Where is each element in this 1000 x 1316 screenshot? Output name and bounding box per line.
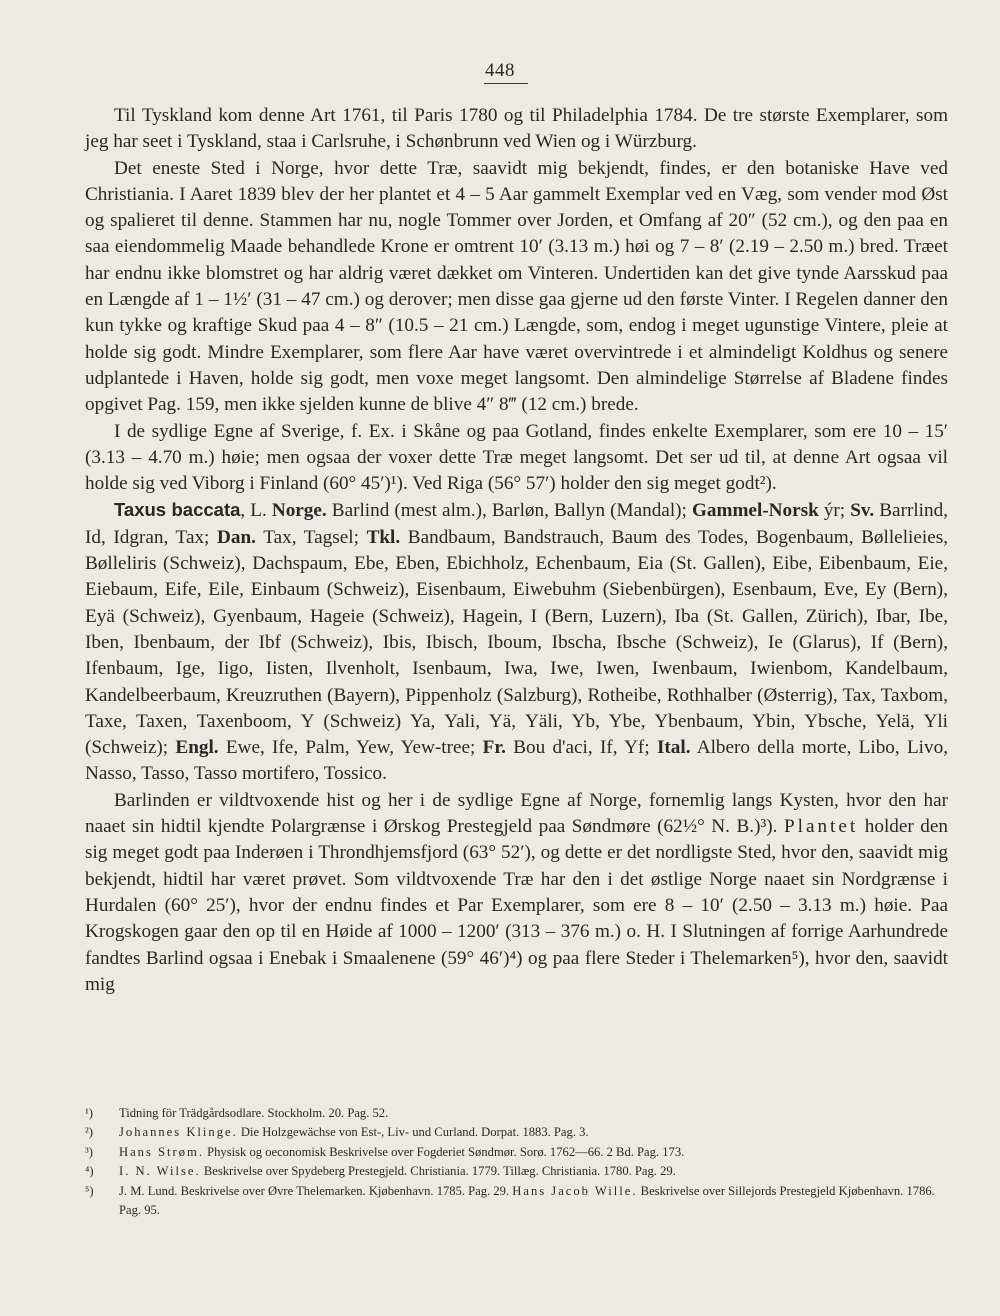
label-ital: Ital. [656, 737, 691, 759]
plantet-spaced: Plantet [783, 816, 859, 838]
footnote-author: Hans Strøm. [119, 1144, 204, 1159]
paragraph-christiania: Det eneste Sted i Norge, hvor dette Træ, saavidt mig bekjendt, findes, er den botaniske Have ved Christiania. I Aaret 1839 blev der her plantet et 4 – 5 Aar gammelt Exemplar ved en Væg, som vender mod Øst og spalieret til denne. Stammen har nu, nogle Tommer over Jorden, et Omfang af 20″ (52 cm.), og den paa en saa eiendommelig Maade behandlede Krone er omtrent 10′ (3.13 m.) høi og 7 – 8′ (2.19 – 2.50 m.) bred. Træet har endnu ikke blomstret og har aldrig været dækket om Vinteren. Undertiden kan det give tynde Aarsskud paa en Længde af 1 – 1½′ (31 – 47 cm.) og derover; men disse gaa gjerne ud den første Vinter. I Regelen danner den kun tykke og kraftige Skud paa 4 – 8″ (10.5 – 21 cm.) Længde, som, endog i meget ugunstige Vintere, pleie at holde sig godt. Mindre Exemplarer, som flere Aar have været overvintrede i et almindeligt Koldhus og senere udplantede i Haven, holde sig godt, men voxe meget langsomt. Den almindelige Størrelse af Bladene findes opgivet Pag. 159, men ikke sjelden kunne de blive 4″ 8‴ (12 cm.) brede. [85, 157, 948, 416]
names-norge: Barlind (mest alm.), Barløn, Ballyn (Mandal); [326, 500, 692, 522]
label-sv: Sv. [850, 500, 875, 522]
names-engl: Ewe, Ife, Palm, Yew, Yew-tree; [218, 737, 483, 759]
page-number-rule [484, 83, 528, 84]
label-gammel-norsk: Gammel-Norsk [691, 500, 819, 522]
label-tkl: Tkl. [366, 526, 401, 548]
footnote-text: Beskrivelse over Øvre Thelemarken. Kjøbenhavn. 1785. Pag. 29. [177, 1183, 513, 1198]
label-norge: Norge. [271, 500, 327, 522]
taxon-author: , L. [240, 500, 267, 522]
names-dan: Tax, Tagsel; [255, 526, 367, 548]
footnote [85, 1123, 948, 1142]
footnote-text: Die Holzgewächse von Est-, Liv- und Curland. Dorpat. 1883. Pag. 3. [237, 1125, 589, 1140]
footnotes [85, 1104, 948, 1220]
paragraph-taxus-names [85, 497, 948, 787]
footnote-text: Tidning för Trädgårdsodlare. Stockholm. 20. Pag. 52. [119, 1106, 389, 1120]
barlinden-text-a: Barlinden er vildtvoxende hist og her i de sydlige Egne af Norge, fornemlig langs Kysten, hvor den har naaet sin hidtil kjendte Polargrænse i Ørskog Prestegjeld paa Søndmøre (62½° N. B.)³). [85, 789, 948, 838]
footnote-author: I. N. Wilse. [119, 1164, 201, 1179]
footnote [85, 1143, 948, 1162]
footnote [85, 1182, 948, 1221]
taxon-name: Taxus baccata [114, 499, 241, 521]
paragraph-introduction: Til Tyskland kom denne Art 1761, til Paris 1780 og til Philadelphia 1784. De tre største Exemplarer, som jeg har seet i Tyskland, staa i Carlsruhe, i Schønbrunn ved Wien og i Würzburg. [85, 105, 948, 153]
footnote-mark: ¹) [85, 1106, 93, 1120]
barlinden-text-b: holder den sig meget godt paa Inderøen i Throndhjemsfjord (63° 52′), og dette er det nordligste Sted, hvor den, saavidt mig bekjendt, hidtil har været prøvet. Som vildtvoxende Træ har den i det østlige Norge naaet sin Nordgrænse i Hurdalen (60° 25′), hvor der endnu findes et Par Exemplarer, som ere 8 – 10′ (2.50 – 3.13 m.) høie. Paa Krogskogen gaar den op til en Høide af 1000 – 1200′ (313 – 376 m.) o. H. I Slutningen af forrige Aarhundrede fandtes Barlind ogsaa i Enebak i Smaalenene (59° 46′)⁴) og paa flere Steder i Thelemarken⁵), hvor den, saavidt mig [85, 816, 948, 995]
names-tkl: Bandbaum, Bandstrauch, Baum des Todes, Bogenbaum, Bøllelieies, Bølleliris (Schweiz), Dachspaum, Ebe, Eben, Ebichholz, Echenbaum, Eia (St. Gallen), Eibe, Eibenbaum, Eie, Eiebaum, Eife, Eile, Einbaum (Schweiz), Eisenbaum, Eiwebuhm (Siebenbürgen), Esenbaum, Eve, Ey (Bern), Eyä (Schweiz), Gyenbaum, Hageie (Schweiz), Hagein, I (Bern, Luzern), Iba (St. Gallen, Zürich), Ibar, Ibe, Iben, Ibenbaum, der Ibf (Schweiz), Ibis, Ibisch, Iboum, Ibscha, Ibsche (Schweiz), Ie (Glarus), If (Bern), Ifenbaum, Ige, Iigo, Iisten, Ilvenholt, Isenbaum, Iwa, Iwe, Iwen, Iwenbaum, Iwienbom, Kandelbaum, Kandelbeerbaum, Kreuzruthen (Bayern), Pippenholz (Salzburg), Rotheibe, Rothhalber (Østerrig), Tax, Taxbom, Taxe, Taxen, Taxenboom, Y (Schweiz) Ya, Yali, Yä, Yäli, Yb, Ybe, Ybenbaum, Ybin, Ybsche, Yelä, Yli (Schweiz); [85, 526, 948, 759]
names-ital: Albero della morte, Libo, Livo, Nasso, Tasso, Tasso mortifero, Tossico. [85, 737, 949, 785]
footnote-author: J. M. Lund. [119, 1183, 178, 1198]
footnote-text: Physisk og oeconomisk Beskrivelse over Fogderiet Søndmør. Sorø. 1762—66. 2 Bd. Pag. 173. [203, 1144, 685, 1159]
footnote-mark: ⁵) [85, 1183, 94, 1198]
names-sv: Barrlind, Id, Idgran, Tax; [85, 500, 948, 548]
names-gammel-norsk: ýr; [818, 500, 851, 522]
paragraph-sverige: I de sydlige Egne af Sverige, f. Ex. i Skåne og paa Gotland, findes enkelte Exemplarer, som ere 10 – 15′ (3.13 – 4.70 m.) høie; men ogsaa der voxer dette Træ meget langsomt. Det ser ud til, at denne Art ogsaa vil holde sig ved Viborg i Finland (60° 45′)¹). Ved Riga (56° 57′) holder den sig meget godt²). [85, 420, 948, 495]
names-fr: Bou d'aci, If, Yf; [505, 737, 657, 759]
footnote-text: Beskrivelse over Sillejords Prestegjeld Kjøbenhavn. 1786. Pag. 95. [119, 1183, 935, 1218]
label-fr: Fr. [482, 737, 506, 759]
footnote-mark: ²) [85, 1125, 93, 1140]
paragraph-barlinden [85, 788, 948, 998]
footnote-text: Beskrivelse over Spydeberg Prestegjeld. Christiania. 1779. Tillæg. Christiania. 1780. Pag. 29. [200, 1164, 676, 1179]
body-text [85, 103, 948, 998]
footnote [85, 1104, 948, 1123]
page-number: 448 [485, 60, 515, 81]
footnote-mark: ³) [85, 1144, 93, 1159]
footnote [85, 1162, 948, 1181]
footnote-author: Hans Jacob Wille. [512, 1183, 638, 1198]
label-engl: Engl. [175, 737, 219, 759]
footnote-mark: ⁴) [85, 1164, 94, 1179]
label-dan: Dan. [217, 526, 256, 548]
footnote-author: Johannes Klinge. [119, 1125, 238, 1140]
